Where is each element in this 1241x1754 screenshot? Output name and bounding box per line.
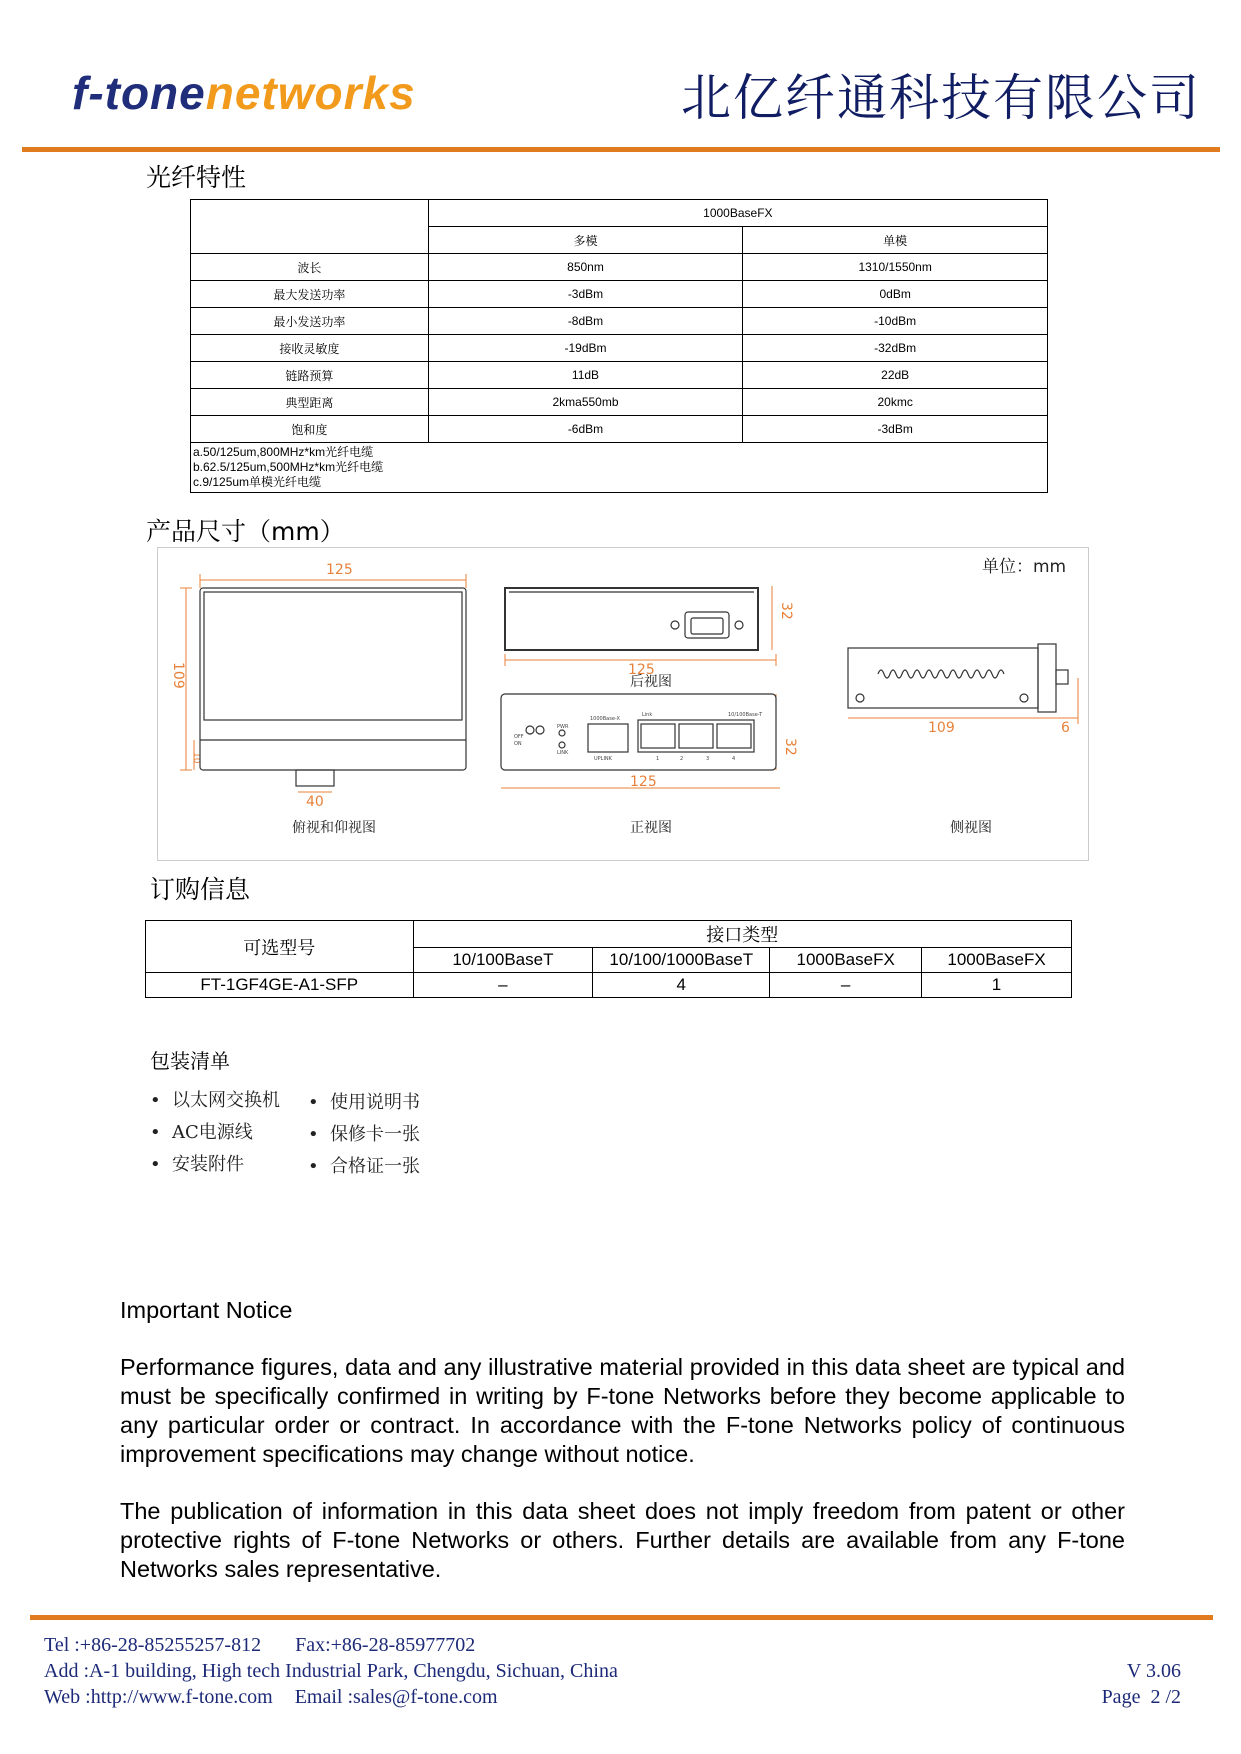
- list-item: • 以太网交换机: [150, 1090, 280, 1111]
- footer-version: V 3.06: [1126, 1660, 1181, 1682]
- footer-meta: [1102, 1658, 1181, 1710]
- dim-label-6-side: 6: [1061, 720, 1070, 736]
- table-row: [191, 308, 1048, 335]
- front-label-p2: 2: [680, 756, 684, 762]
- spec-corner-cell: [191, 200, 429, 254]
- logo-text-networks: networks: [205, 67, 416, 119]
- view-label-front: 正视图: [630, 820, 672, 836]
- footer-address: Add :A-1 building, High tech Industrial Park, Chengdu, Sichuan, China: [44, 1660, 618, 1682]
- table-row: [191, 254, 1048, 281]
- order-subcol: 10/100/1000BaseT: [593, 948, 770, 973]
- front-label-uplink: UPLINK: [594, 756, 612, 762]
- header-divider: [22, 147, 1220, 152]
- logo-text-ftone: f-tone: [72, 67, 206, 119]
- order-col-interface: 接口类型: [413, 921, 1071, 948]
- notice-title: Important Notice: [120, 1297, 293, 1323]
- order-value: –: [413, 973, 593, 998]
- dim-label-40: 40: [306, 794, 324, 810]
- spec-sm-value: -10dBm: [743, 308, 1048, 335]
- order-model: FT-1GF4GE-A1-SFP: [146, 973, 414, 998]
- package-list-right: [308, 1087, 420, 1183]
- order-section-title: 订购信息: [150, 875, 251, 904]
- spec-sm-value: -3dBm: [743, 416, 1048, 443]
- spec-mm-value: 11dB: [428, 362, 743, 389]
- front-label-tx: 10/100Base-T: [728, 712, 763, 718]
- spec-mm-value: 2kma550mb: [428, 389, 743, 416]
- table-row: [191, 389, 1048, 416]
- dim-label-125-rear: 125: [628, 662, 655, 678]
- table-row: [146, 973, 1072, 998]
- view-label-top: 俯视和仰视图: [292, 820, 376, 836]
- dimension-svg: [158, 548, 1088, 860]
- company-name: 北亿纤通科技有限公司: [681, 69, 1201, 127]
- notice-paragraph-1: Performance figures, data and any illustrative material provided in this data sheet are typical and must be specifically confirmed in writing by F-tone Networks before they become applicable to any particular order or contract. In accordance with the F-tone Networks policy of continuous improvement specifications may change without notice.: [120, 1354, 1125, 1467]
- spec-note-a: a.50/125um,800MHz*km光纤电缆: [193, 445, 374, 459]
- front-label-p1: 1: [656, 756, 660, 762]
- footer-contact: [44, 1632, 618, 1710]
- front-label-lnk: Link: [642, 712, 653, 718]
- spec-sm-value: 20kmc: [743, 389, 1048, 416]
- spec-note-b: b.62.5/125um,500MHz*km光纤电缆: [193, 460, 384, 474]
- spec-col-singlemode: 单模: [743, 227, 1048, 254]
- dim-label-125-front: 125: [630, 774, 657, 790]
- list-item: • 合格证一张: [308, 1156, 420, 1177]
- view-label-side: 侧视图: [950, 820, 992, 836]
- footer-divider: [30, 1615, 1213, 1620]
- order-subcol: 1000BaseFX: [770, 948, 922, 973]
- spec-row-label: 饱和度: [191, 416, 429, 443]
- list-item: • 安装附件: [150, 1154, 244, 1175]
- spec-mm-value: -3dBm: [428, 281, 743, 308]
- order-subcol: 10/100BaseT: [413, 948, 593, 973]
- notice-paragraph-2: The publication of information in this data sheet does not imply freedom from patent or other protective rights of F-tone Networks or others. Further details are available from any F-tone Networks sales representative.: [120, 1498, 1125, 1582]
- dim-label-109-top: 109: [170, 662, 186, 689]
- brand-logo: [72, 66, 416, 120]
- front-label-fx: 1000Base-X: [590, 716, 620, 722]
- fiber-section-title: 光纤特性: [146, 163, 247, 192]
- order-col-model: 可选型号: [146, 921, 414, 973]
- dimension-section-title: 产品尺寸（mm）: [146, 517, 345, 546]
- package-list-left: [150, 1085, 280, 1181]
- front-label-off: OFF: [514, 734, 524, 740]
- table-row: [191, 335, 1048, 362]
- dim-label-10: 10: [191, 752, 201, 764]
- order-table: [145, 920, 1072, 998]
- order-value: –: [770, 973, 922, 998]
- table-row: [191, 362, 1048, 389]
- dim-label-32-rear: 32: [778, 602, 794, 620]
- unit-label: 单位：mm: [982, 557, 1067, 577]
- table-row: [191, 281, 1048, 308]
- spec-notes: [191, 443, 1048, 493]
- footer-tel: Tel :+86-28-85255257-812: [44, 1634, 262, 1656]
- spec-sm-value: -32dBm: [743, 335, 1048, 362]
- spec-row-label: 链路预算: [191, 362, 429, 389]
- package-section-title: 包装清单: [150, 1049, 230, 1073]
- spec-sm-value: 22dB: [743, 362, 1048, 389]
- spec-row-label: 典型距离: [191, 389, 429, 416]
- footer-web[interactable]: Web :http://www.f-tone.com: [44, 1686, 273, 1708]
- dim-label-109-side: 109: [928, 720, 955, 736]
- spec-mm-value: -6dBm: [428, 416, 743, 443]
- dimension-drawing: [157, 547, 1089, 861]
- list-item: • 保修卡一张: [308, 1124, 420, 1145]
- spec-group-header: 1000BaseFX: [428, 200, 1047, 227]
- front-label-pwr: PWR: [557, 724, 569, 730]
- spec-mm-value: -8dBm: [428, 308, 743, 335]
- spec-row-label: 接收灵敏度: [191, 335, 429, 362]
- footer-email[interactable]: Email :sales@f-tone.com: [294, 1686, 498, 1708]
- view-label-rear: 后视图: [630, 674, 672, 690]
- spec-mm-value: 850nm: [428, 254, 743, 281]
- order-subcol: 1000BaseFX: [922, 948, 1072, 973]
- list-item: • AC电源线: [150, 1122, 253, 1143]
- fiber-spec-table: [190, 199, 1048, 493]
- front-label-link: LINK: [557, 750, 569, 756]
- footer-fax: Fax:+86-28-85977702: [295, 1634, 476, 1656]
- dim-label-32-front: 32: [782, 738, 798, 756]
- spec-note-c: c.9/125um单模光纤电缆: [193, 475, 322, 489]
- footer-page: Page 2 /2: [1101, 1686, 1181, 1708]
- spec-row-label: 最大发送功率: [191, 281, 429, 308]
- order-value: 1: [922, 973, 1072, 998]
- spec-sm-value: 0dBm: [743, 281, 1048, 308]
- spec-sm-value: 1310/1550nm: [743, 254, 1048, 281]
- front-label-on: ON: [514, 741, 522, 747]
- spec-row-label: 波长: [191, 254, 429, 281]
- list-item: • 使用说明书: [308, 1092, 420, 1113]
- spec-mm-value: -19dBm: [428, 335, 743, 362]
- front-label-p4: 4: [732, 756, 736, 762]
- front-label-p3: 3: [706, 756, 710, 762]
- order-value: 4: [593, 973, 770, 998]
- table-row: [191, 416, 1048, 443]
- spec-col-multimode: 多模: [428, 227, 743, 254]
- dim-label-125-top: 125: [326, 562, 353, 578]
- spec-row-label: 最小发送功率: [191, 308, 429, 335]
